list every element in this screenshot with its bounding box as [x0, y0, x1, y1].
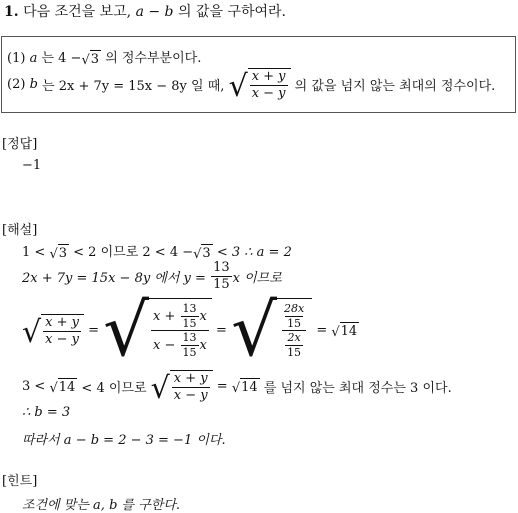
solution-line-4: 3 < √ 14 < 4 이므로 √ $\frac{x + y}{x - y}$ = √ 14 를 넘지 않는 최대 정수는 3 이다.	[22, 370, 452, 407]
radical-icon: √	[228, 69, 248, 105]
problem-prompt-a: 다음 조건을 보고,	[23, 4, 132, 20]
radical-icon: √	[81, 53, 90, 68]
hint-text: 조건에 맞는 a, b 를 구한다.	[22, 498, 181, 513]
condition-1-text-a: 는 4 −	[41, 51, 82, 66]
condition-2-text-a: 는 2x + 7y = 15x − 8y 일 때,	[42, 78, 225, 94]
condition-2-index: (2)	[7, 76, 26, 92]
condition-1-text-b: 의 정수부분이다.	[105, 51, 202, 66]
solution-label: [해설]	[2, 223, 38, 238]
solution-line-6: 따라서 a − b = 2 − 3 = −1 이다.	[22, 433, 226, 448]
hint-label: [힌트]	[2, 474, 38, 489]
problem-number: 1.	[4, 4, 19, 20]
problem-prompt-b: 의 값을 구하여라.	[177, 4, 286, 20]
condition-1-sqrt	[81, 50, 101, 67]
solution-line-3: √ $\frac{x + y}{x - y}$ = √ x + $\frac{13}{15}$ x x − $\frac{13}{15}$ x = √ $\frac{\frac{28x}{15}}{\frac{2x}{15}}$ = √ 14	[22, 287, 358, 372]
condition-2-fraction: $\frac{x + y}{x - y}$	[251, 68, 286, 101]
answer-value: −1	[22, 158, 42, 173]
solution-line-2: 2x + 7y = 15x − 8y 에서 y = $\frac{13}{15}$ x 이므로	[22, 259, 282, 292]
radical-icon: √	[193, 247, 202, 262]
solution-line-5: ∴ b = 3	[22, 405, 71, 420]
problem-prompt-expr: a − b	[135, 4, 174, 20]
solution-line-1: 1 < √ 3 < 2 이므로 2 < 4 − √ 3 < 3 ∴ a = 2	[22, 245, 292, 262]
radical-icon: √	[231, 380, 241, 396]
condition-2-sqrt	[228, 68, 291, 105]
radical-icon: √	[103, 287, 150, 372]
condition-1-radicand: 3	[90, 52, 100, 67]
condition-2-text-b: 의 값을 넘지 않는 최대의 정수이다.	[294, 78, 496, 94]
condition-2-var: b	[29, 76, 38, 92]
radical-icon: √	[49, 247, 58, 262]
problem-title	[4, 1, 286, 21]
answer-label: [정답]	[2, 137, 38, 152]
radical-icon: √	[49, 380, 58, 396]
condition-1	[7, 47, 201, 67]
condition-1-index: (1)	[7, 51, 26, 66]
radical-icon: √	[331, 324, 340, 340]
radical-icon: √	[231, 287, 277, 372]
condition-1-var: a	[29, 51, 38, 66]
radical-icon: √	[150, 371, 170, 407]
radical-icon: √	[22, 315, 42, 351]
condition-2	[7, 66, 496, 105]
